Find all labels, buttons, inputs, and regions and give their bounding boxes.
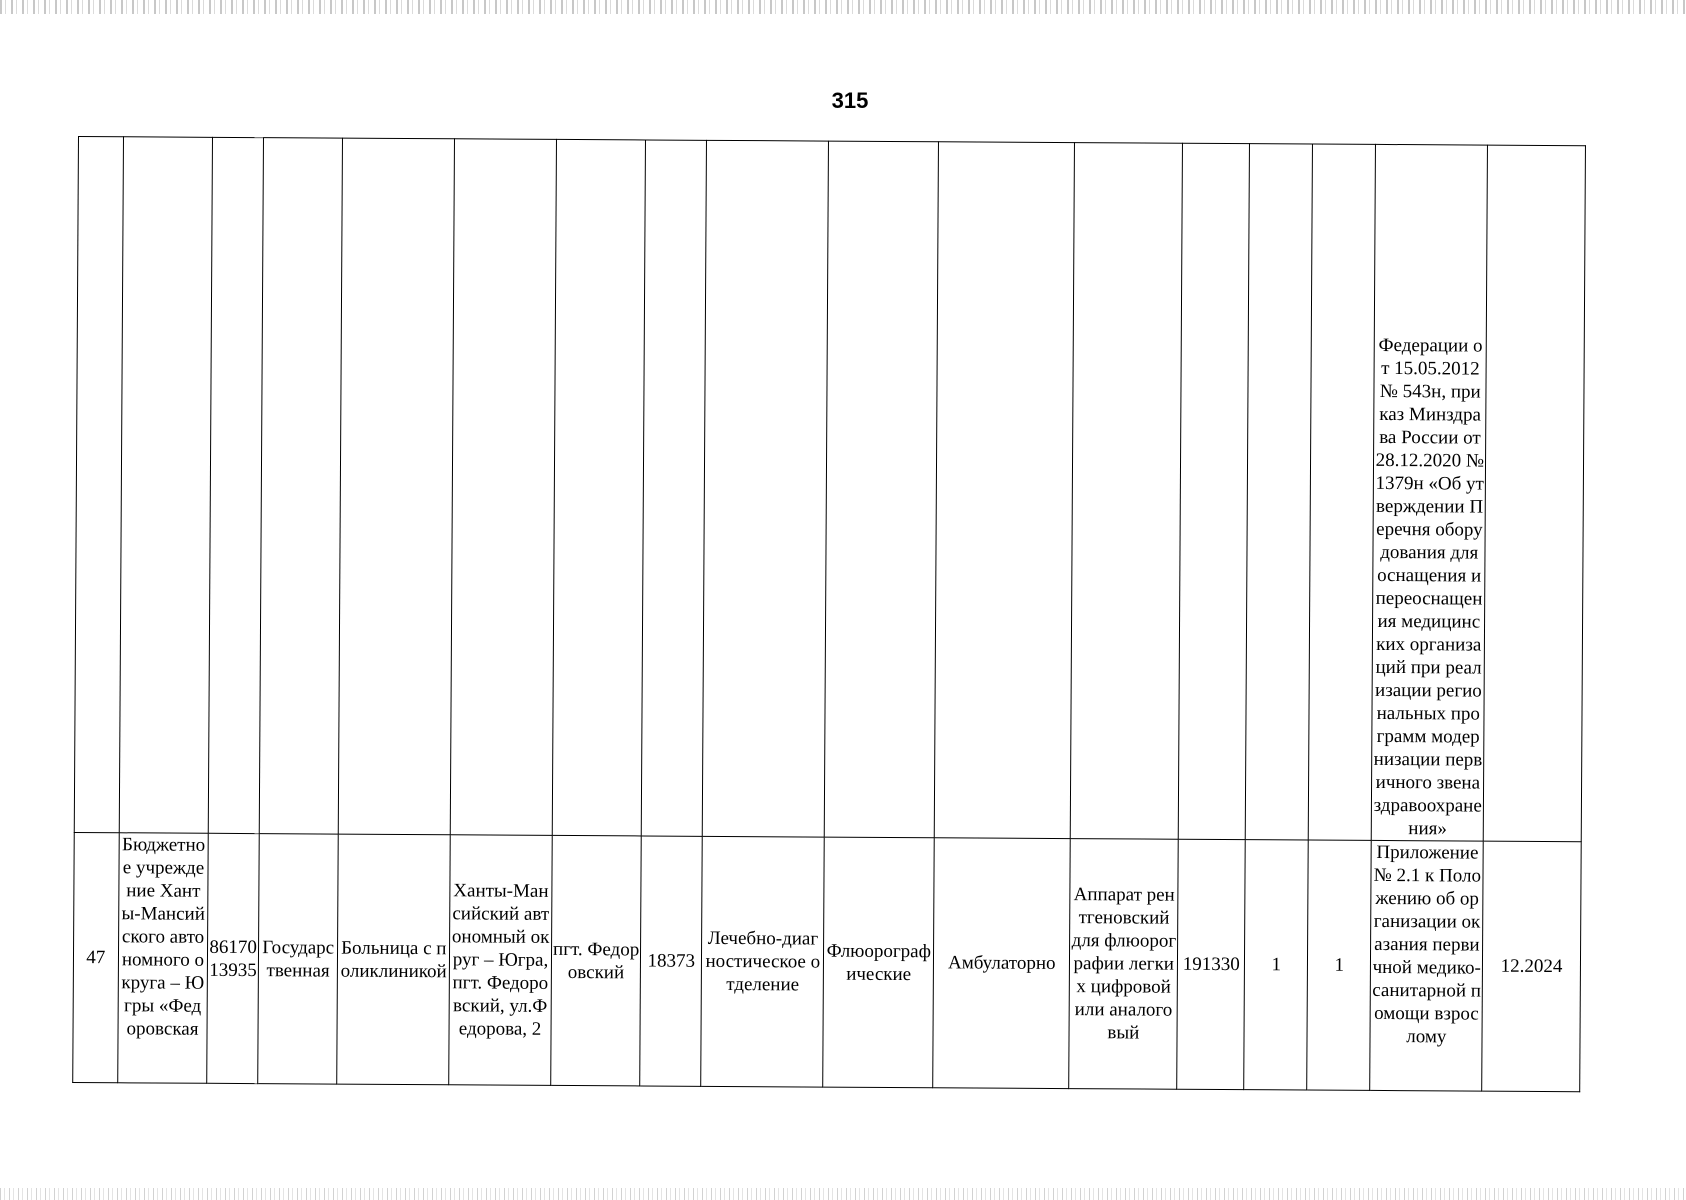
cell-address bbox=[450, 139, 556, 836]
cell-ownership bbox=[259, 138, 343, 834]
cell-qty-available: 1 bbox=[1307, 840, 1372, 1090]
cell-qty-available bbox=[1309, 144, 1376, 840]
cell-organization bbox=[119, 137, 213, 834]
cell-facility-type: Больница с поликлиникой bbox=[337, 834, 450, 1085]
cell-population: 18373 bbox=[640, 836, 703, 1086]
cell-documents: Приложение № 2.1 к Положению об организации оказания первичной медико-санитарной помощи взрослому bbox=[1370, 840, 1483, 1091]
scan-edge-bottom bbox=[0, 1188, 1686, 1200]
cell-qty-required: 1 bbox=[1244, 840, 1309, 1090]
cell-equipment-code: 191330 bbox=[1177, 839, 1246, 1089]
cell-department: Лечебно-диагностическое отделение bbox=[701, 836, 825, 1087]
cell-locality: пгт. Федоровский bbox=[551, 835, 642, 1086]
scan-edge-top bbox=[0, 0, 1686, 14]
cell-department bbox=[703, 140, 829, 837]
cell-date bbox=[1483, 145, 1585, 842]
cell-ownership: Государственная bbox=[258, 834, 339, 1084]
cell-documents: Федерации от 15.05.2012 № 543н, приказ Минздрава России от 28.12.2020 № 1379н «Об утверждении Перечня оборудования для оснащения и переоснащения медицинских организаций при реализации региональных программ модернизации первичного звена здравоохранения» bbox=[1372, 144, 1488, 841]
cell-equipment bbox=[1071, 143, 1183, 840]
cell-organization: Бюджетное учреждение Ханты-Мансийского автономного округа – Югры «Федоровская bbox=[117, 833, 208, 1084]
cell-conditions: Амбулаторно bbox=[933, 838, 1071, 1089]
cell-locality bbox=[552, 139, 646, 836]
cell-code bbox=[208, 137, 263, 833]
cell-exam-type: Флюорографические bbox=[823, 837, 934, 1088]
cell-qty-required bbox=[1246, 144, 1313, 840]
cell-num bbox=[74, 137, 123, 833]
table-row bbox=[73, 832, 1581, 1091]
cell-address: Ханты-Мансийский автономный округ – Югра, пгт. Федоровский, ул.Федорова, 2 bbox=[449, 835, 552, 1086]
cell-conditions bbox=[934, 142, 1074, 839]
cell-population bbox=[642, 140, 707, 836]
cell-exam-type bbox=[825, 141, 939, 838]
cell-equipment-code bbox=[1178, 143, 1249, 839]
document-table bbox=[72, 136, 1586, 1092]
table-row-continuation bbox=[74, 137, 1585, 842]
cell-num: 47 bbox=[73, 832, 119, 1082]
cell-code: 8617013935 bbox=[207, 833, 259, 1083]
cell-equipment: Аппарат рентгеновский для флюорографии легких цифровой или аналоговый bbox=[1069, 839, 1178, 1090]
cell-date: 12.2024 bbox=[1482, 841, 1581, 1092]
cell-facility-type bbox=[339, 138, 455, 835]
page-number: 315 bbox=[831, 88, 869, 113]
